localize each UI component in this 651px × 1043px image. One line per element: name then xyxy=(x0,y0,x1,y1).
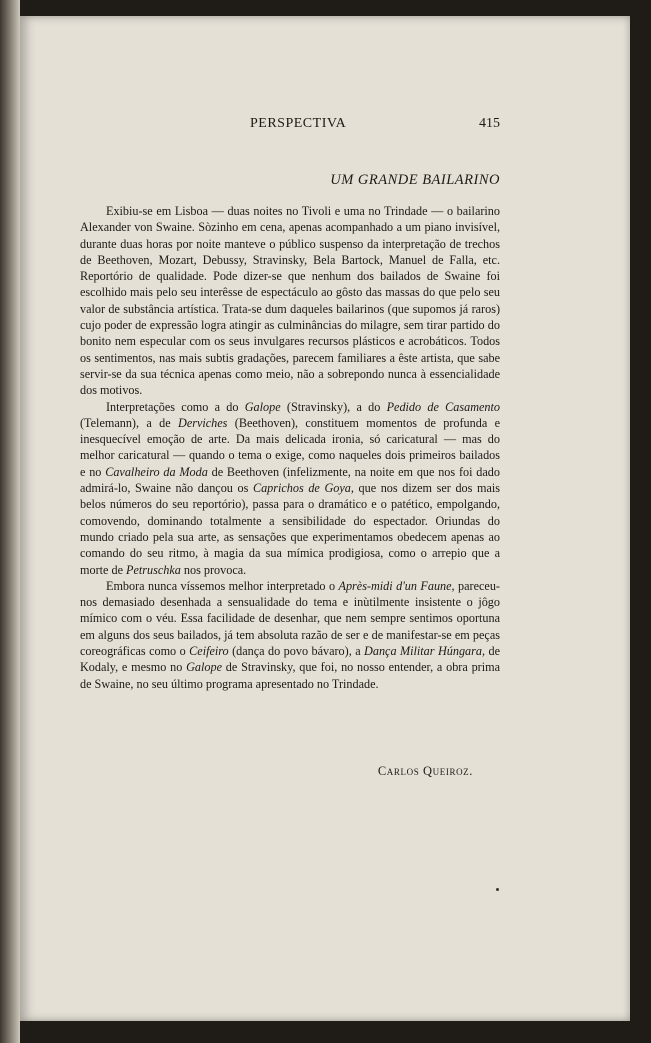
text-run: pareceu-nos demasiado desenhada a sensualidade do tema e inùtilmente insistente o jôgo mímico com o véu. Essa facilidade de desenhar, que nem sempre sentimos oportuna em alguns dos seus bailados, já tem absoluta razão de ser e de manifestar-se em peças coreográficas como o xyxy=(80,578,500,659)
text-run: Embora nunca víssemos melhor interpretado o xyxy=(106,578,339,593)
italic-title-run: Pedido de Casamento xyxy=(386,399,500,414)
article-body xyxy=(80,203,500,692)
italic-title-run: Derviches xyxy=(178,415,228,430)
text-run: (Stravinsky), a do xyxy=(280,399,387,414)
running-title: PERSPECTIVA xyxy=(250,116,347,131)
italic-title-run: Dança Militar Húngara, xyxy=(364,644,486,659)
text-run: de Beethoven (infelizmente, na noite em que nos foi dado admirá-lo, Swaine não dançou os xyxy=(80,464,500,496)
text-run: (Telemann), a de xyxy=(80,415,179,430)
italic-title-run: Petruschka xyxy=(126,562,181,577)
text-run: Interpretações como a do xyxy=(106,399,245,414)
italic-title-run: Ceifeiro xyxy=(189,644,229,659)
article-title: UM GRANDE BAILARINO xyxy=(330,172,500,188)
italic-title-run: Après-midi d'un Faune, xyxy=(338,578,455,593)
italic-title-run: Galope xyxy=(186,660,223,675)
italic-title-run: Galope xyxy=(244,399,281,414)
text-run: de Stravinsky, que foi, no nosso entender, a obra prima de Swaine, no seu último programa apresentado no Trindade. xyxy=(80,660,500,691)
italic-title-run: Cavalheiro da Moda xyxy=(105,464,208,479)
text-run: (dança do povo bávaro), a xyxy=(228,644,365,659)
text-run: de Kodaly, e mesmo no xyxy=(80,644,500,675)
running-header xyxy=(80,116,500,136)
text-run: Exibiu-se em Lisboa — duas noites no Tivoli e uma no Trindade — o bailarino Alexander von Swaine. Sòzinho em cena, apenas acompanhado a um piano invisível, durante duas horas por noite manteve o público suspenso da interpretação de trechos de Beethoven, Mozart, Debussy, Stravinsky, Bela Bartock, Manuel de Falla, etc. Reportório de qualidade. Pode dizer-se que nenhum dos bailados de Swaine foi escolhido mais pelo seu interêsse de espectáculo ao gôsto das massas do que pelo seu valor de substância artística. Trata-se dum daqueles bailarinos (que supomos já raros) cujo poder de expressão logra atingir as culminâncias do milagre, sem tirar partido do bonito nem especular com os seus invulgares recursos plásticos e acrobáticos. Todos os sentimentos, nas mais subtis gradações, parecem familiares a êste artista, que sabe servir-se da sua técnica apenas como meio, não a sobrepondo nunca à essencialidade dos motivos. xyxy=(80,204,500,398)
author-signature: Carlos Queiroz. xyxy=(377,764,473,778)
text-run: nos provoca. xyxy=(180,562,247,577)
previous-page-edge xyxy=(0,0,20,1043)
paragraph xyxy=(80,203,500,399)
page-number: 415 xyxy=(479,116,500,131)
paragraph xyxy=(80,399,500,578)
dust-speck xyxy=(496,888,499,891)
text-run: (Beethoven), constituem momentos de profunda e inesquecível emoção de arte. Da mais delicada ironia, só caricatural — mas do melhor caricatural — quando o tema o exige, como naqueles dois primeiros bailados e no xyxy=(80,415,500,479)
book-page xyxy=(20,16,630,1021)
italic-title-run: Caprichos de Goya, xyxy=(252,481,354,496)
paragraph xyxy=(80,578,500,692)
text-run: que nos dizem ser dos mais belos números do seu reportório), passa para o dramático e o patético, empolgando, comovendo, dominando totalmente a sensibilidade do espectador. Oriundas do mundo criado pela sua arte, as sensações que experimentamos obedecem apenas ao comando do seu ritmo, à magia da sua mímica prodigiosa, como o arrepio que a morte de xyxy=(80,481,500,577)
